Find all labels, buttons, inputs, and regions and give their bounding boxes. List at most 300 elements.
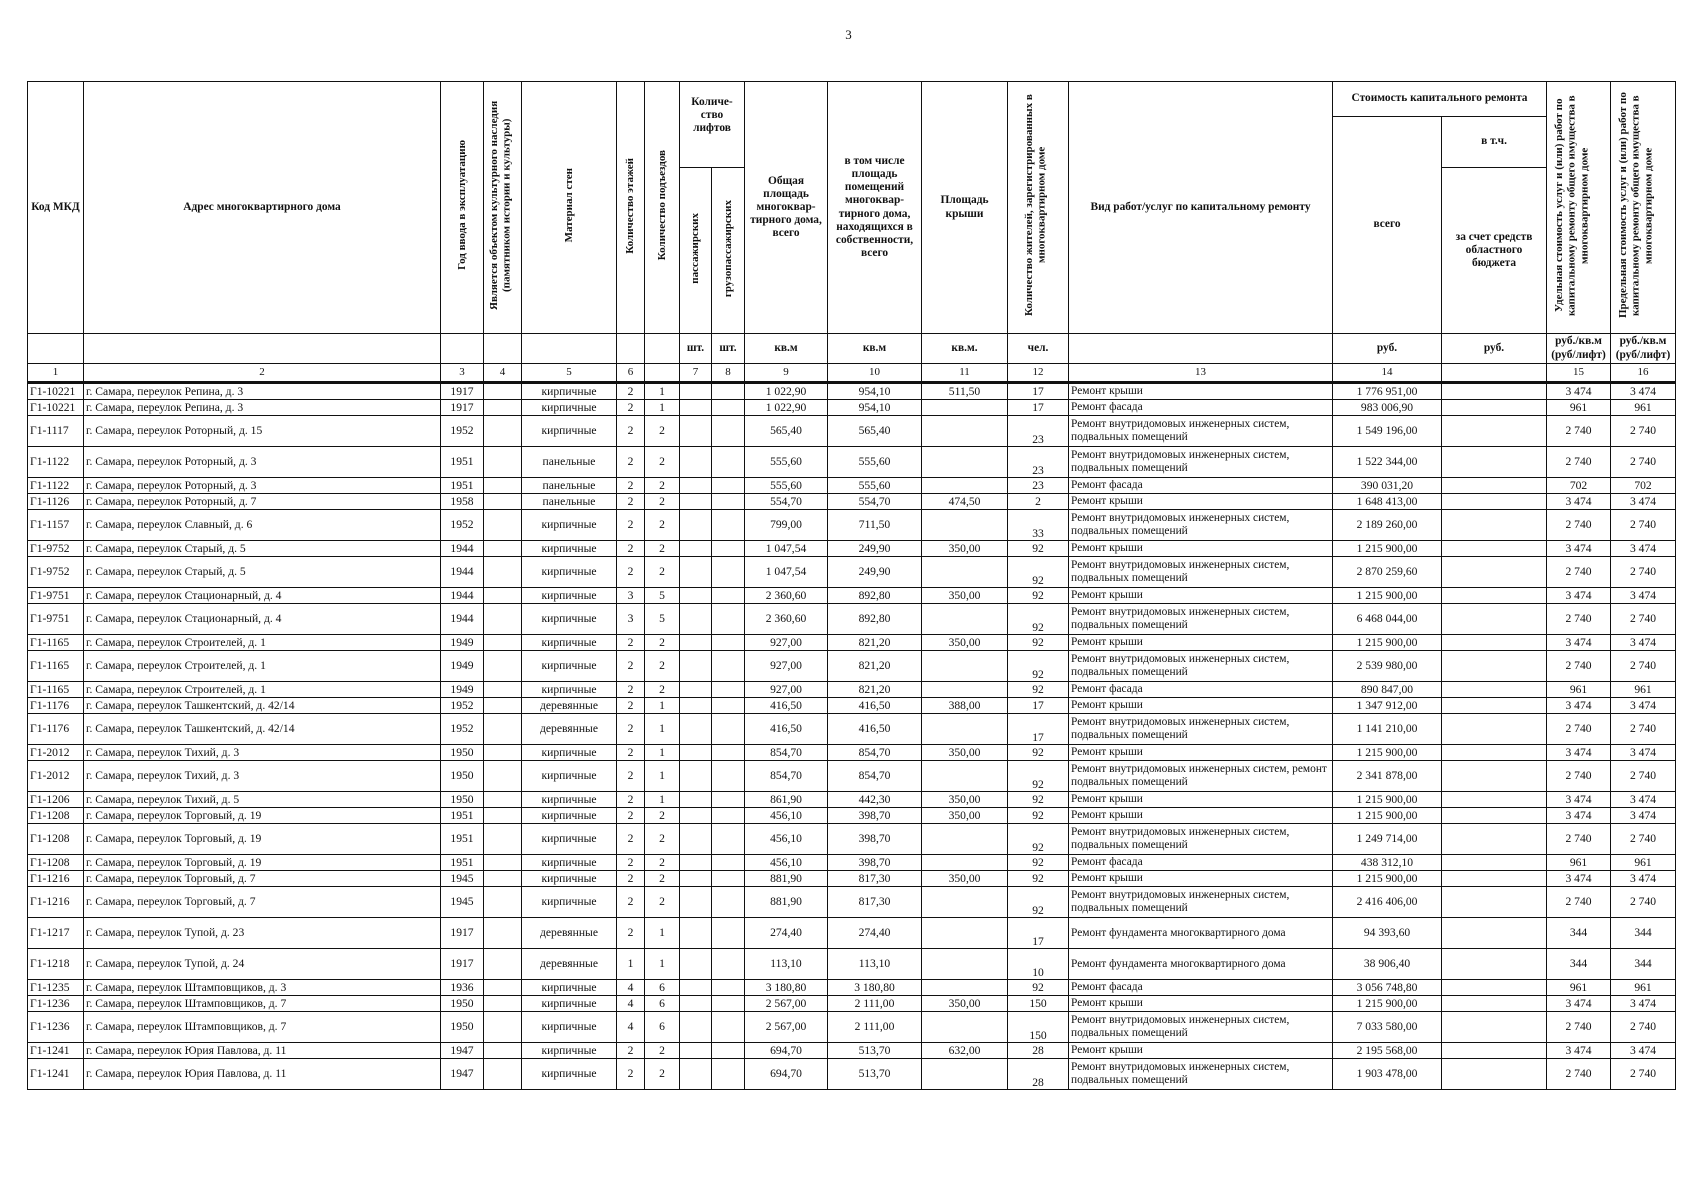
cell-floors: 2	[617, 714, 645, 745]
cell-material: кирпичные	[522, 383, 617, 400]
cell-entrances: 2	[645, 887, 680, 918]
cell-floors: 2	[617, 494, 645, 510]
cell-total-area: 1 022,90	[745, 400, 828, 416]
cell-lifts-passenger	[680, 698, 712, 714]
cell-work-type: Ремонт фундамента многоквартирного дома	[1069, 949, 1333, 980]
cell-address: г. Самара, переулок Репина, д. 3	[84, 383, 441, 400]
cell-limit-cost: 2 740	[1611, 1059, 1676, 1090]
cell-entrances: 1	[645, 918, 680, 949]
cell-unit-cost: 961	[1547, 682, 1611, 698]
cell-year: 1917	[441, 918, 484, 949]
cell-total-area: 555,60	[745, 478, 828, 494]
column-number: 12	[1008, 364, 1069, 383]
cell-heritage	[484, 383, 522, 400]
cell-cost-total: 890 847,00	[1333, 682, 1442, 698]
cell-heritage	[484, 400, 522, 416]
cell-floors: 2	[617, 478, 645, 494]
cell-floors: 2	[617, 383, 645, 400]
cell-regional-budget	[1442, 400, 1547, 416]
cell-address: г. Самара, переулок Тихий, д. 3	[84, 761, 441, 792]
cell-total-area: 927,00	[745, 651, 828, 682]
cell-code: Г1-9752	[28, 541, 84, 557]
cell-work-type: Ремонт внутридомовых инженерных систем, подвальных помещений	[1069, 1059, 1333, 1090]
cell-residents: 92	[1008, 887, 1069, 918]
cell-residents: 17	[1008, 714, 1069, 745]
column-number: 5	[522, 364, 617, 383]
cell-material: кирпичные	[522, 887, 617, 918]
cell-floors: 2	[617, 887, 645, 918]
cell-roof-area: 388,00	[922, 698, 1008, 714]
cell-lifts-cargo	[712, 871, 745, 887]
column-number: 15	[1547, 364, 1611, 383]
cell-limit-cost: 2 740	[1611, 1012, 1676, 1043]
cell-owned-area: 554,70	[828, 494, 922, 510]
cell-material: кирпичные	[522, 808, 617, 824]
cell-total-area: 881,90	[745, 871, 828, 887]
cell-roof-area	[922, 447, 1008, 478]
cell-work-type: Ремонт фасада	[1069, 478, 1333, 494]
cell-cost-total: 1 249 714,00	[1333, 824, 1442, 855]
cell-entrances: 2	[645, 478, 680, 494]
cell-year: 1951	[441, 824, 484, 855]
cell-owned-area: 854,70	[828, 761, 922, 792]
cell-address: г. Самара, переулок Юрия Павлова, д. 11	[84, 1059, 441, 1090]
cell-lifts-passenger	[680, 383, 712, 400]
cell-year: 1952	[441, 714, 484, 745]
cell-regional-budget	[1442, 1043, 1547, 1059]
cell-owned-area: 555,60	[828, 478, 922, 494]
column-number	[1442, 364, 1547, 383]
cell-work-type: Ремонт крыши	[1069, 383, 1333, 400]
cell-owned-area: 398,70	[828, 855, 922, 871]
cell-regional-budget	[1442, 714, 1547, 745]
cell-material: кирпичные	[522, 855, 617, 871]
cell-work-type: Ремонт фасада	[1069, 682, 1333, 698]
cell-work-type: Ремонт крыши	[1069, 588, 1333, 604]
cell-heritage	[484, 478, 522, 494]
cell-roof-area: 511,50	[922, 383, 1008, 400]
cell-roof-area	[922, 714, 1008, 745]
cell-lifts-passenger	[680, 887, 712, 918]
cell-lifts-cargo	[712, 1059, 745, 1090]
cell-year: 1951	[441, 478, 484, 494]
cell-regional-budget	[1442, 1012, 1547, 1043]
cell-regional-budget	[1442, 855, 1547, 871]
table-row	[28, 541, 1676, 557]
cell-lifts-passenger	[680, 824, 712, 855]
cell-entrances: 2	[645, 1059, 680, 1090]
cell-cost-total: 390 031,20	[1333, 478, 1442, 494]
cell-address: г. Самара, переулок Стационарный, д. 4	[84, 604, 441, 635]
cell-lifts-cargo	[712, 400, 745, 416]
cell-roof-area	[922, 651, 1008, 682]
cell-residents: 92	[1008, 635, 1069, 651]
cell-heritage	[484, 1012, 522, 1043]
cell-roof-area: 350,00	[922, 745, 1008, 761]
unit-unit-cost: руб./кв.м (руб/лифт)	[1547, 334, 1611, 364]
cell-floors: 2	[617, 745, 645, 761]
cell-year: 1958	[441, 494, 484, 510]
cell-floors: 3	[617, 588, 645, 604]
cell-lifts-passenger	[680, 871, 712, 887]
table-row	[28, 1043, 1676, 1059]
cell-owned-area: 954,10	[828, 383, 922, 400]
cell-roof-area: 350,00	[922, 792, 1008, 808]
cell-residents: 92	[1008, 604, 1069, 635]
cell-code: Г1-1241	[28, 1059, 84, 1090]
cell-residents: 92	[1008, 745, 1069, 761]
cell-regional-budget	[1442, 949, 1547, 980]
cell-work-type: Ремонт внутридомовых инженерных систем, ремонт подвальных помещений	[1069, 761, 1333, 792]
cell-entrances: 1	[645, 714, 680, 745]
cell-year: 1950	[441, 792, 484, 808]
cell-code: Г1-1236	[28, 1012, 84, 1043]
header-residents: Количество жителей, зарегистрированных в многоквартирном доме	[1008, 82, 1069, 334]
cell-roof-area: 474,50	[922, 494, 1008, 510]
cell-lifts-cargo	[712, 604, 745, 635]
table-row	[28, 824, 1676, 855]
cell-heritage	[484, 745, 522, 761]
cell-work-type: Ремонт крыши	[1069, 1043, 1333, 1059]
cell-lifts-passenger	[680, 447, 712, 478]
cell-unit-cost: 2 740	[1547, 557, 1611, 588]
cell-work-type: Ремонт крыши	[1069, 541, 1333, 557]
cell-unit-cost: 2 740	[1547, 447, 1611, 478]
table-row	[28, 887, 1676, 918]
cell-owned-area: 513,70	[828, 1043, 922, 1059]
cell-address: г. Самара, переулок Торговый, д. 7	[84, 887, 441, 918]
cell-residents: 23	[1008, 447, 1069, 478]
cell-unit-cost: 3 474	[1547, 1043, 1611, 1059]
cell-code: Г1-9751	[28, 588, 84, 604]
cell-residents: 10	[1008, 949, 1069, 980]
cell-lifts-cargo	[712, 682, 745, 698]
cell-limit-cost: 961	[1611, 980, 1676, 996]
cell-limit-cost: 961	[1611, 682, 1676, 698]
cell-material: кирпичные	[522, 1012, 617, 1043]
column-number: 14	[1333, 364, 1442, 383]
cell-address: г. Самара, переулок Торговый, д. 19	[84, 808, 441, 824]
cell-roof-area	[922, 510, 1008, 541]
cell-lifts-cargo	[712, 792, 745, 808]
cell-lifts-passenger	[680, 400, 712, 416]
cell-lifts-passenger	[680, 541, 712, 557]
cell-heritage	[484, 996, 522, 1012]
cell-total-area: 2 567,00	[745, 996, 828, 1012]
cell-material: кирпичные	[522, 541, 617, 557]
cell-limit-cost: 2 740	[1611, 510, 1676, 541]
cell-year: 1917	[441, 400, 484, 416]
cell-year: 1949	[441, 651, 484, 682]
table-row	[28, 855, 1676, 871]
header-regional-budget: за счет средств областного бюджета	[1442, 168, 1547, 334]
cell-lifts-cargo	[712, 541, 745, 557]
cell-residents: 92	[1008, 871, 1069, 887]
cell-cost-total: 2 870 259,60	[1333, 557, 1442, 588]
cell-code: Г1-1122	[28, 447, 84, 478]
cell-address: г. Самара, переулок Строителей, д. 1	[84, 651, 441, 682]
column-number: 8	[712, 364, 745, 383]
cell-floors: 2	[617, 557, 645, 588]
cell-material: кирпичные	[522, 824, 617, 855]
table-row	[28, 604, 1676, 635]
cell-roof-area	[922, 949, 1008, 980]
header-unit-cost: Удельная стоимость услуг и (или) работ по капитальному ремонту общего имущества в многоквартирном доме	[1547, 82, 1611, 334]
cell-regional-budget	[1442, 635, 1547, 651]
cell-year: 1952	[441, 416, 484, 447]
cell-work-type: Ремонт внутридомовых инженерных систем, подвальных помещений	[1069, 1012, 1333, 1043]
cell-address: г. Самара, переулок Роторный, д. 3	[84, 478, 441, 494]
cell-heritage	[484, 447, 522, 478]
cell-regional-budget	[1442, 557, 1547, 588]
cell-owned-area: 565,40	[828, 416, 922, 447]
cell-unit-cost: 3 474	[1547, 745, 1611, 761]
cell-year: 1952	[441, 698, 484, 714]
cell-limit-cost: 702	[1611, 478, 1676, 494]
header-roof-area: Площадь крыши	[922, 82, 1008, 334]
cell-residents: 92	[1008, 761, 1069, 792]
table-row	[28, 1059, 1676, 1090]
cell-regional-budget	[1442, 808, 1547, 824]
cell-year: 1944	[441, 557, 484, 588]
cell-lifts-cargo	[712, 588, 745, 604]
cell-lifts-cargo	[712, 494, 745, 510]
cell-material: кирпичные	[522, 996, 617, 1012]
cell-lifts-cargo	[712, 383, 745, 400]
cell-code: Г1-1208	[28, 808, 84, 824]
cell-cost-total: 1 215 900,00	[1333, 871, 1442, 887]
cell-material: панельные	[522, 478, 617, 494]
cell-code: Г1-1176	[28, 714, 84, 745]
cell-cost-total: 2 539 980,00	[1333, 651, 1442, 682]
cell-entrances: 1	[645, 949, 680, 980]
cell-entrances: 2	[645, 494, 680, 510]
cell-code: Г1-1122	[28, 478, 84, 494]
cell-unit-cost: 3 474	[1547, 871, 1611, 887]
cell-total-area: 555,60	[745, 447, 828, 478]
cell-entrances: 1	[645, 792, 680, 808]
cell-unit-cost: 961	[1547, 855, 1611, 871]
cell-code: Г1-1208	[28, 824, 84, 855]
cell-code: Г1-1176	[28, 698, 84, 714]
cell-work-type: Ремонт крыши	[1069, 698, 1333, 714]
cell-material: кирпичные	[522, 682, 617, 698]
cell-total-area: 416,50	[745, 714, 828, 745]
cell-cost-total: 1 215 900,00	[1333, 541, 1442, 557]
cell-work-type: Ремонт крыши	[1069, 871, 1333, 887]
cell-lifts-cargo	[712, 887, 745, 918]
header-owned-area: в том числе площадь помещений многоквар-тирного дома, находящихся в собственности, всего	[828, 82, 922, 334]
cell-lifts-cargo	[712, 635, 745, 651]
cell-lifts-passenger	[680, 651, 712, 682]
cell-material: кирпичные	[522, 1059, 617, 1090]
cell-heritage	[484, 557, 522, 588]
cell-heritage	[484, 871, 522, 887]
cell-year: 1950	[441, 761, 484, 792]
cell-residents: 92	[1008, 651, 1069, 682]
cell-lifts-cargo	[712, 478, 745, 494]
cell-unit-cost: 2 740	[1547, 510, 1611, 541]
column-number: 7	[680, 364, 712, 383]
cell-work-type: Ремонт внутридомовых инженерных систем, подвальных помещений	[1069, 604, 1333, 635]
cell-address: г. Самара, переулок Ташкентский, д. 42/14	[84, 714, 441, 745]
cell-unit-cost: 3 474	[1547, 541, 1611, 557]
cell-work-type: Ремонт внутридомовых инженерных систем, подвальных помещений	[1069, 651, 1333, 682]
cell-regional-budget	[1442, 824, 1547, 855]
cell-regional-budget	[1442, 588, 1547, 604]
cell-total-area: 854,70	[745, 745, 828, 761]
cell-material: деревянные	[522, 714, 617, 745]
cell-work-type: Ремонт фасада	[1069, 855, 1333, 871]
cell-lifts-passenger	[680, 1043, 712, 1059]
cell-limit-cost: 961	[1611, 855, 1676, 871]
cell-entrances: 6	[645, 996, 680, 1012]
cell-residents: 92	[1008, 980, 1069, 996]
cell-regional-budget	[1442, 682, 1547, 698]
cell-floors: 2	[617, 447, 645, 478]
cell-year: 1951	[441, 855, 484, 871]
cell-work-type: Ремонт крыши	[1069, 996, 1333, 1012]
cell-floors: 2	[617, 808, 645, 824]
cell-total-area: 927,00	[745, 635, 828, 651]
cell-heritage	[484, 792, 522, 808]
cell-total-area: 799,00	[745, 510, 828, 541]
cell-address: г. Самара, переулок Роторный, д. 7	[84, 494, 441, 510]
cell-total-area: 881,90	[745, 887, 828, 918]
cell-owned-area: 113,10	[828, 949, 922, 980]
cell-floors: 2	[617, 871, 645, 887]
table-row	[28, 714, 1676, 745]
cell-work-type: Ремонт фасада	[1069, 980, 1333, 996]
cell-owned-area: 249,90	[828, 557, 922, 588]
cell-regional-budget	[1442, 792, 1547, 808]
cell-lifts-cargo	[712, 980, 745, 996]
cell-year: 1917	[441, 383, 484, 400]
cell-address: г. Самара, переулок Старый, д. 5	[84, 541, 441, 557]
column-number: 11	[922, 364, 1008, 383]
cell-roof-area	[922, 557, 1008, 588]
cell-limit-cost: 3 474	[1611, 588, 1676, 604]
cell-owned-area: 416,50	[828, 698, 922, 714]
cell-limit-cost: 344	[1611, 949, 1676, 980]
cell-unit-cost: 2 740	[1547, 651, 1611, 682]
cell-roof-area	[922, 416, 1008, 447]
cell-code: Г1-1241	[28, 1043, 84, 1059]
cell-work-type: Ремонт крыши	[1069, 635, 1333, 651]
cell-lifts-cargo	[712, 996, 745, 1012]
cell-owned-area: 274,40	[828, 918, 922, 949]
cell-floors: 2	[617, 918, 645, 949]
cell-address: г. Самара, переулок Строителей, д. 1	[84, 682, 441, 698]
cell-regional-budget	[1442, 761, 1547, 792]
cell-cost-total: 1 215 900,00	[1333, 635, 1442, 651]
cell-year: 1936	[441, 980, 484, 996]
cell-limit-cost: 344	[1611, 918, 1676, 949]
column-number: 16	[1611, 364, 1676, 383]
cell-owned-area: 398,70	[828, 824, 922, 855]
cell-unit-cost: 2 740	[1547, 824, 1611, 855]
cell-code: Г1-1206	[28, 792, 84, 808]
cell-lifts-cargo	[712, 949, 745, 980]
cell-work-type: Ремонт внутридомовых инженерных систем, подвальных помещений	[1069, 447, 1333, 478]
table-row	[28, 494, 1676, 510]
cell-cost-total: 2 195 568,00	[1333, 1043, 1442, 1059]
cell-owned-area: 817,30	[828, 887, 922, 918]
cell-entrances: 2	[645, 447, 680, 478]
cell-entrances: 1	[645, 383, 680, 400]
cell-work-type: Ремонт внутридомовых инженерных систем, подвальных помещений	[1069, 510, 1333, 541]
cell-owned-area: 249,90	[828, 541, 922, 557]
cell-lifts-passenger	[680, 494, 712, 510]
cell-unit-cost: 3 474	[1547, 698, 1611, 714]
cell-lifts-passenger	[680, 808, 712, 824]
cell-code: Г1-1235	[28, 980, 84, 996]
cell-roof-area	[922, 604, 1008, 635]
cell-code: Г1-9752	[28, 557, 84, 588]
cell-code: Г1-1208	[28, 855, 84, 871]
cell-residents: 17	[1008, 918, 1069, 949]
cell-regional-budget	[1442, 996, 1547, 1012]
cell-roof-area	[922, 400, 1008, 416]
cell-lifts-passenger	[680, 557, 712, 588]
cell-work-type: Ремонт фасада	[1069, 400, 1333, 416]
header-lifts-passenger: пассажирских	[680, 168, 712, 334]
cell-floors: 4	[617, 980, 645, 996]
cell-total-area: 274,40	[745, 918, 828, 949]
cell-material: деревянные	[522, 918, 617, 949]
cell-year: 1951	[441, 447, 484, 478]
cell-residents: 92	[1008, 792, 1069, 808]
cell-residents: 92	[1008, 541, 1069, 557]
cell-owned-area: 2 111,00	[828, 1012, 922, 1043]
page-number: 3	[845, 27, 852, 42]
column-number: 9	[745, 364, 828, 383]
cell-year: 1945	[441, 871, 484, 887]
cell-limit-cost: 3 474	[1611, 792, 1676, 808]
cell-residents: 92	[1008, 588, 1069, 604]
table-row	[28, 651, 1676, 682]
cell-entrances: 6	[645, 1012, 680, 1043]
cell-floors: 2	[617, 824, 645, 855]
cell-heritage	[484, 416, 522, 447]
cell-cost-total: 1 141 210,00	[1333, 714, 1442, 745]
cell-lifts-passenger	[680, 714, 712, 745]
table-row	[28, 635, 1676, 651]
header-total-area: Общая площадь многоквар-тирного дома, всего	[745, 82, 828, 334]
cell-residents: 17	[1008, 400, 1069, 416]
cell-heritage	[484, 824, 522, 855]
cell-roof-area	[922, 918, 1008, 949]
cell-code: Г1-1165	[28, 635, 84, 651]
cell-owned-area: 416,50	[828, 714, 922, 745]
cell-residents: 150	[1008, 996, 1069, 1012]
cell-total-area: 1 047,54	[745, 557, 828, 588]
cell-cost-total: 1 648 413,00	[1333, 494, 1442, 510]
cell-work-type: Ремонт внутридомовых инженерных систем, подвальных помещений	[1069, 824, 1333, 855]
table-row	[28, 949, 1676, 980]
cell-cost-total: 94 393,60	[1333, 918, 1442, 949]
cell-material: панельные	[522, 447, 617, 478]
table-body	[28, 383, 1676, 1090]
cell-lifts-cargo	[712, 1043, 745, 1059]
cell-total-area: 3 180,80	[745, 980, 828, 996]
cell-year: 1944	[441, 604, 484, 635]
cell-residents: 92	[1008, 824, 1069, 855]
cell-code: Г1-9751	[28, 604, 84, 635]
cell-floors: 2	[617, 698, 645, 714]
cell-unit-cost: 3 474	[1547, 494, 1611, 510]
cell-total-area: 416,50	[745, 698, 828, 714]
